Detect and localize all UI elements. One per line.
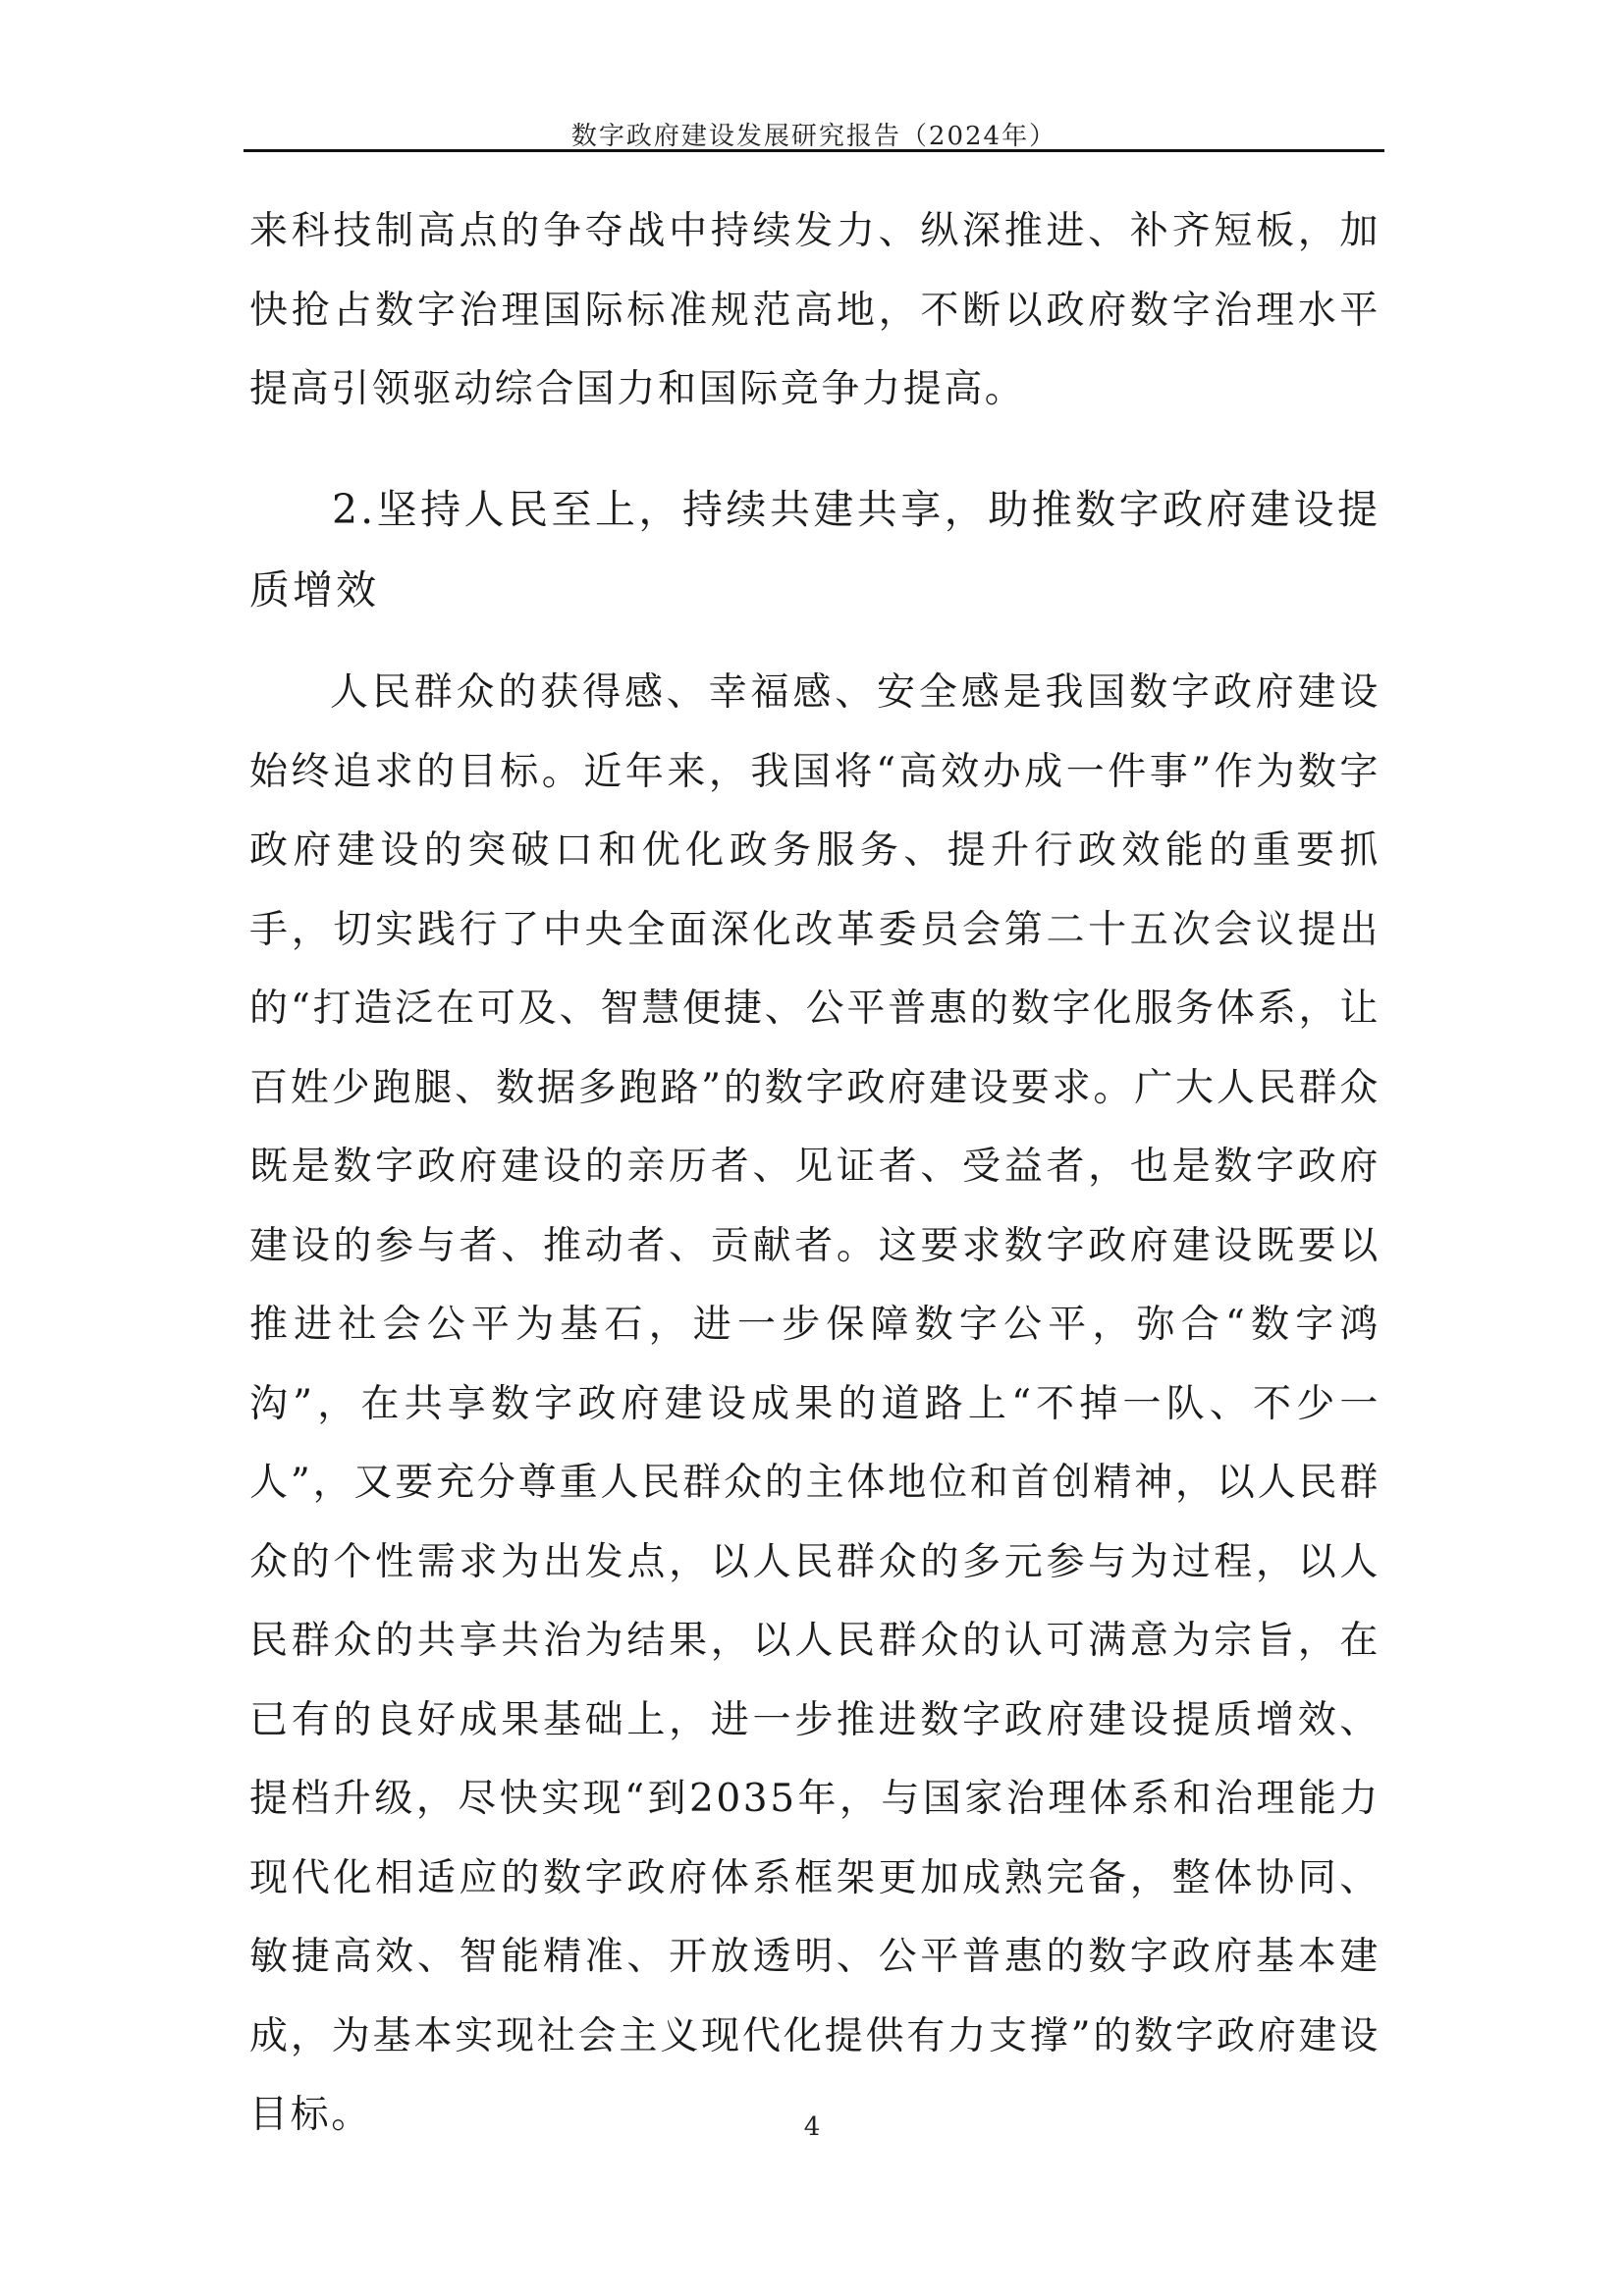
paragraph-main: 人民群众的获得感、幸福感、安全感是我国数字政府建设始终追求的目标。近年来，我国将“高效办成一件事”作为数字政府建设的突破口和优化政务服务、提升行政效能的重要抓手，切实践行了中央全面深化改革委员会第二十五次会议提出的“打造泛在可及、智慧便捷、公平普惠的数字化服务体系，让百姓少跑腿、数据多跑路”的数字政府建设要求。广大人民群众既是数字政府建设的亲历者、见证者、受益者，也是数字政府建设的参与者、推动者、贡献者。这要求数字政府建设既要以推进社会公平为基石，进一步保障数字公平，弥合“数字鸿沟”，在共享数字政府建设成果的道路上“不掉一队、不少一人”，又要充分尊重人民群众的主体地位和首创精神，以人民群众的个性需求为出发点，以人民群众的多元参与为过程，以人民群众的共享共治为结果，以人民群众的认可满意为宗旨，在已有的良好成果基础上，进一步推进数字政府建设提质增效、提档升级，尽快实现“到2035年，与国家治理体系和治理能力现代化相适应的数字政府体系框架更加成熟完备，整体协同、敏捷高效、智能精准、开放透明、公平普惠的数字政府基本建成，为基本实现社会主义现代化提供有力支撑”的数字政府建设目标。: [249, 670, 1380, 2137]
page-number: 4: [803, 2112, 821, 2142]
paragraph-continued: 来科技制高点的争夺战中持续发力、纵深推进、补齐短板，加快抢占数字治理国际标准规范高地，不断以政府数字治理水平提高引领驱动综合国力和国际竞争力提高。: [249, 209, 1380, 411]
header-divider: [244, 149, 1384, 152]
section-heading: 2.坚持人民至上，持续共建共享，助推数字政府建设提质增效: [249, 486, 1380, 614]
running-header: 数字政府建设发展研究报告（2024年）: [570, 122, 1057, 151]
